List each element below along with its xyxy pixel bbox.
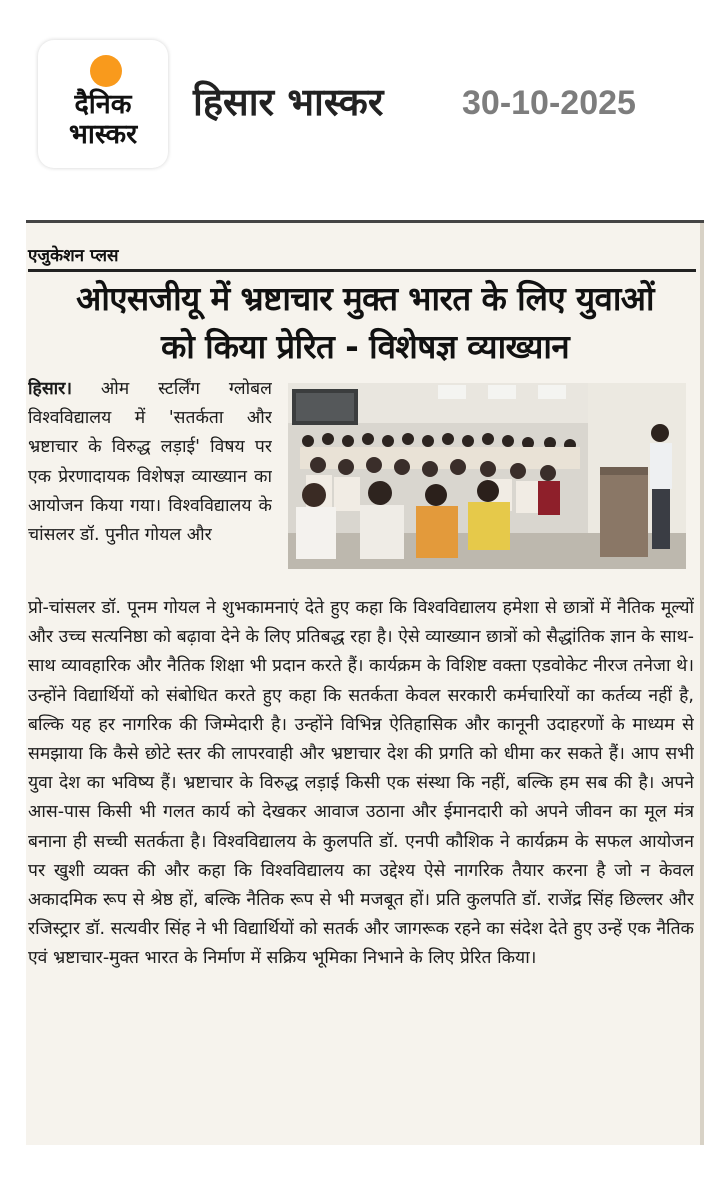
headline-line-1: ओएसजीयू में भ्रष्टाचार मुक्त भारत के लिए युवाओं [76,279,654,318]
edition-date: 30-10-2025 [462,84,636,122]
edition-title: हिसार भास्कर [193,80,384,124]
event-photo [288,383,686,569]
headline-line-2: को किया प्रेरित - विशेषज्ञ व्याख्यान [160,327,570,366]
lead-text: ओम स्टर्लिंग ग्लोबल विश्वविद्यालय में 'सतर्कता और भ्रष्टाचार के विरुद्ध लड़ाई' विषय पर एक प्रेरणादायक विशेषज्ञ व्याख्यान का आयोजन किया गया। विश्वविद्यालय के चांसलर डॉ. पुनीत गोयल और [28,379,272,546]
logo-word-1: दैनिक [74,89,132,120]
section-label: एजुकेशन प्लस [28,246,119,266]
logo-word-2: भास्कर [68,119,138,150]
newspaper-clipping [26,220,704,1145]
clipping-edge [700,223,704,1145]
lecture-hall-photo [288,383,686,569]
article-body: प्रो-चांसलर डॉ. पूनम गोयल ने शुभकामनाएं देते हुए कहा कि विश्वविद्यालय हमेशा से छात्रों में नैतिक मूल्यों और उच्च सत्यनिष्ठा को बढ़ावा देने के लिए प्रतिबद्ध रहा है। ऐसे व्याख्यान छात्रों को सैद्धांतिक ज्ञान के साथ-साथ व्यावहारिक और नैतिक शिक्षा भी प्रदान करते हैं। कार्यक्रम के विशिष्ट वक्ता एडवोकेट नीरज तनेजा थे। उन्होंने विद्यार्थियों को संबोधित करते हुए कहा कि सतर्कता केवल सरकारी कर्मचारियों का कर्तव्य नहीं है, बल्कि यह हर नागरिक की जिम्मेदारी है। उन्होंने विभिन्न ऐतिहासिक और कानूनी उदाहरणों के माध्यम से समझाया कि कैसे छोटे स्तर की लापरवाही और भ्रष्टाचार देश की प्रगति को धीमा कर सकते हैं। आप सभी युवा देश का भविष्य हैं। भ्रष्टाचार के विरुद्ध लड़ाई किसी एक संस्था कि नहीं, बल्कि हम सब की है। अपने आस-पास किसी भी गलत कार्य को देखकर आवाज उठाना और ईमानदारी को अपने जीवन का मूल मंत्र बनाना ही सच्ची सतर्कता है। विश्वविद्यालय के कुलपति डॉ. एनपी कौशिक ने कार्यक्रम के सफल आयोजन पर खुशी व्यक्त की और कहा कि विश्वविद्यालय का उद्देश्य ऐसे नागरिक तैयार करना है जो न केवल अकादमिक रूप से श्रेष्ठ हों, बल्कि नैतिक रूप से भी मजबूत हों। प्रति कुलपति डॉ. राजेंद्र सिंह छिल्लर और रजिस्ट्रार डॉ. सत्यवीर सिंह ने भी विद्यार्थियों को सतर्क और जागरूक रहने का संदेश देते हुए उन्हें एक नैतिक एवं भ्रष्टाचार-मुक्त भारत के निर्माण में सक्रिय भूमिका निभाने के लिए प्रेरित किया। [28,598,694,969]
sun-icon [90,55,122,87]
dainik-bhaskar-logo [38,40,168,168]
section-rule [28,269,696,272]
dateline: हिसार। [28,379,72,399]
